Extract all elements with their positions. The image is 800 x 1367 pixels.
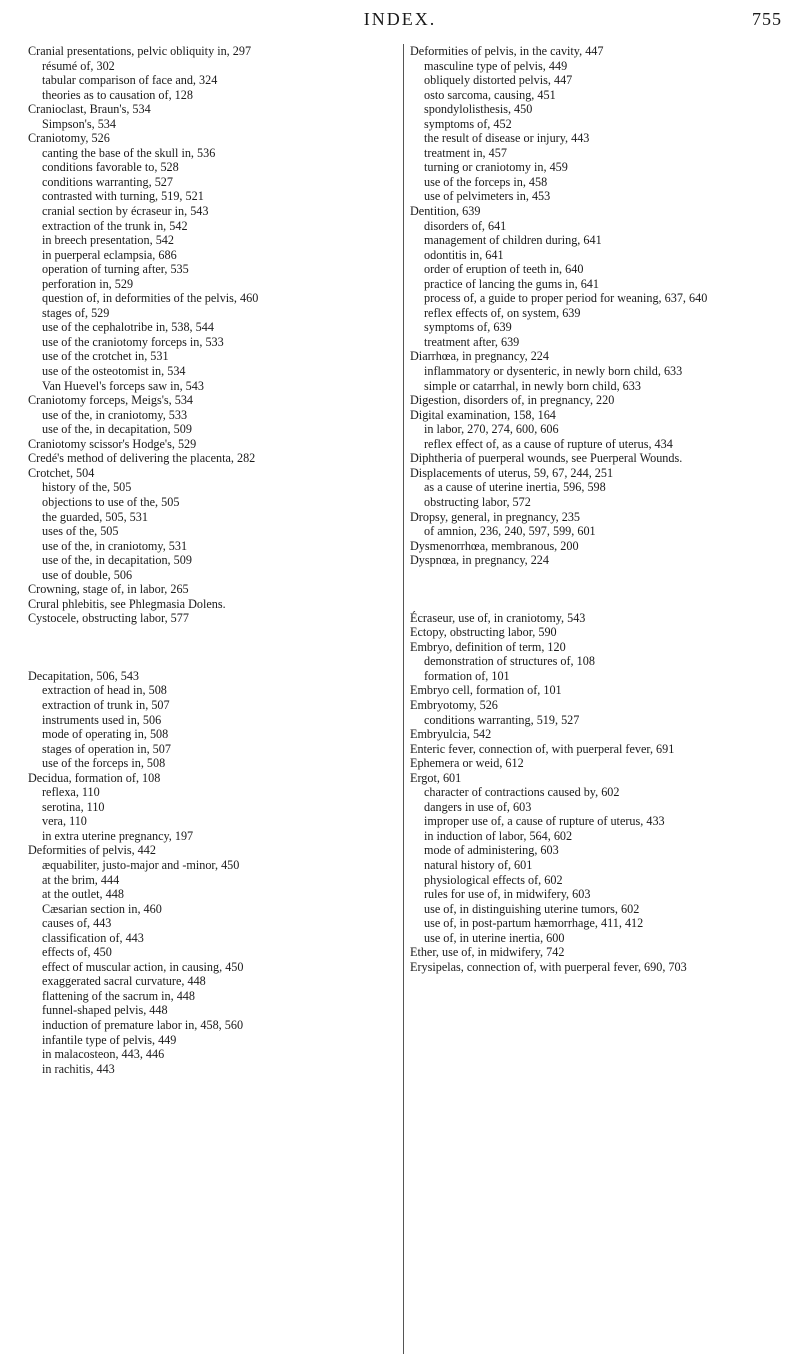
index-subentry: in extra uterine pregnancy, 197 bbox=[42, 828, 194, 843]
index-subentry: mode of operating in, 508 bbox=[42, 727, 169, 742]
page-header bbox=[0, 0, 800, 40]
index-subentry: flattening of the sacrum in, 448 bbox=[42, 988, 195, 1003]
index-subentry: as a cause of uterine inertia, 596, 598 bbox=[424, 480, 606, 495]
index-entry: Craniotomy scissor's Hodge's, 529 bbox=[28, 436, 197, 451]
index-entry: Digital examination, 158, 164 bbox=[410, 407, 556, 422]
index-subentry: character of contractions caused by, 602 bbox=[424, 785, 620, 800]
index-subentry: obliquely distorted pelvis, 447 bbox=[424, 73, 573, 88]
index-subentry: process of, a guide to proper period for weaning, 637, 640 bbox=[424, 291, 708, 306]
index-subentry: at the outlet, 448 bbox=[42, 887, 124, 902]
index-subentry: mode of administering, 603 bbox=[424, 843, 559, 858]
index-subentry: vera, 110 bbox=[42, 814, 87, 829]
index-entry: Decapitation, 506, 543 bbox=[28, 668, 140, 683]
index-column-right bbox=[410, 44, 782, 974]
index-subentry: in rachitis, 443 bbox=[42, 1061, 115, 1076]
index-subentry: treatment after, 639 bbox=[424, 334, 520, 349]
index-entry: Embryotomy, 526 bbox=[410, 697, 498, 712]
index-subentry: use of the crotchet in, 531 bbox=[42, 349, 169, 364]
index-subentry: objections to use of the, 505 bbox=[42, 494, 180, 509]
index-subentry: use of, in distinguishing uterine tumors, 602 bbox=[424, 901, 640, 916]
index-subentry: simple or catarrhal, in newly born child, 633 bbox=[424, 378, 641, 393]
index-subentry: tabular comparison of face and, 324 bbox=[42, 73, 218, 88]
index-subentry: operation of turning after, 535 bbox=[42, 262, 189, 277]
index-subentry: reflexa, 110 bbox=[42, 785, 100, 800]
index-subentry: contrasted with turning, 519, 521 bbox=[42, 189, 204, 204]
index-subentry: instruments used in, 506 bbox=[42, 712, 162, 727]
index-entry: Deformities of pelvis, 442 bbox=[28, 843, 156, 858]
index-subentry: practice of lancing the gums in, 641 bbox=[424, 276, 599, 291]
index-subentry: improper use of, a cause of rupture of uterus, 433 bbox=[424, 814, 665, 829]
index-entry: Dentition, 639 bbox=[410, 204, 481, 219]
index-subentry: question of, in deformities of the pelvis, 460 bbox=[42, 291, 259, 306]
index-entry: Ephemera or weid, 612 bbox=[410, 756, 524, 771]
index-subentry: use of the, in decapitation, 509 bbox=[42, 553, 192, 568]
index-subentry: classification of, 443 bbox=[42, 930, 144, 945]
index-subentry: of amnion, 236, 240, 597, 599, 601 bbox=[424, 524, 596, 539]
index-subentry: perforation in, 529 bbox=[42, 276, 134, 291]
index-entry: Crowning, stage of, in labor, 265 bbox=[28, 582, 189, 597]
index-entry: Dyspnœa, in pregnancy, 224 bbox=[410, 553, 549, 568]
index-entry: Erysipelas, connection of, with puerperal fever, 690, 703 bbox=[410, 959, 687, 974]
index-subentry: conditions warranting, 519, 527 bbox=[424, 712, 580, 727]
index-subentry: order of eruption of teeth in, 640 bbox=[424, 262, 584, 277]
index-subentry: cranial section by écraseur in, 543 bbox=[42, 204, 209, 219]
index-subentry: use of the, in craniotomy, 531 bbox=[42, 538, 188, 553]
running-title: INDEX. bbox=[363, 9, 437, 29]
index-subentry: use of, in post-partum hæmorrhage, 411, 412 bbox=[424, 916, 644, 931]
index-entry: Credé's method of delivering the placenta, 282 bbox=[28, 451, 256, 466]
index-subentry: Simpson's, 534 bbox=[42, 116, 116, 131]
index-subentry: masculine type of pelvis, 449 bbox=[424, 58, 568, 73]
index-subentry: conditions favorable to, 528 bbox=[42, 160, 179, 175]
page-number: 755 bbox=[752, 9, 782, 29]
index-subentry: the result of disease or injury, 443 bbox=[424, 131, 590, 146]
index-subentry: infantile type of pelvis, 449 bbox=[42, 1032, 177, 1047]
section-gap bbox=[410, 568, 782, 611]
index-subentry: æquabiliter, justo-major and -minor, 450 bbox=[42, 857, 240, 872]
index-entry: Diphtheria of puerperal wounds, see Puerperal Wounds. bbox=[410, 451, 683, 466]
index-subentry: serotina, 110 bbox=[42, 799, 105, 814]
index-subentry: résumé of, 302 bbox=[42, 58, 115, 73]
index-subentry: management of children during, 641 bbox=[424, 233, 602, 248]
index-entry: Ectopy, obstructing labor, 590 bbox=[410, 625, 557, 640]
index-entry: Digestion, disorders of, in pregnancy, 220 bbox=[410, 393, 615, 408]
index-subentry: history of the, 505 bbox=[42, 480, 132, 495]
index-subentry: inflammatory or dysenteric, in newly born child, 633 bbox=[424, 364, 683, 379]
index-subentry: rules for use of, in midwifery, 603 bbox=[424, 887, 591, 902]
index-entry: Craniotomy, 526 bbox=[28, 131, 110, 146]
index-entry: Displacements of uterus, 59, 67, 244, 251 bbox=[410, 465, 614, 480]
index-subentry: symptoms of, 452 bbox=[424, 116, 512, 131]
index-subentry: effects of, 450 bbox=[42, 945, 112, 960]
index-subentry: natural history of, 601 bbox=[424, 857, 533, 872]
index-subentry: use of pelvimeters in, 453 bbox=[424, 189, 551, 204]
index-subentry: causes of, 443 bbox=[42, 916, 112, 931]
index-entry: Cranial presentations, pelvic obliquity in, 297 bbox=[28, 44, 252, 58]
index-subentry: extraction of head in, 508 bbox=[42, 683, 167, 698]
index-entry: Decidua, formation of, 108 bbox=[28, 770, 161, 785]
index-subentry: formation of, 101 bbox=[424, 668, 510, 683]
index-subentry: dangers in use of, 603 bbox=[424, 799, 532, 814]
index-subentry: the guarded, 505, 531 bbox=[42, 509, 148, 524]
index-entry: Ether, use of, in midwifery, 742 bbox=[410, 945, 565, 960]
index-subentry: symptoms of, 639 bbox=[424, 320, 512, 335]
index-subentry: use of the forceps in, 458 bbox=[424, 174, 548, 189]
index-subentry: disorders of, 641 bbox=[424, 218, 507, 233]
index-subentry: canting the base of the skull in, 536 bbox=[42, 145, 216, 160]
index-subentry: in malacosteon, 443, 446 bbox=[42, 1047, 165, 1062]
index-subentry: turning or craniotomy in, 459 bbox=[424, 160, 568, 175]
index-subentry: funnel-shaped pelvis, 448 bbox=[42, 1003, 168, 1018]
index-entry: Ergot, 601 bbox=[410, 770, 462, 785]
index-entry: Embryo cell, formation of, 101 bbox=[410, 683, 562, 698]
index-subentry: use of the, in craniotomy, 533 bbox=[42, 407, 188, 422]
index-subentry: in breech presentation, 542 bbox=[42, 233, 174, 248]
index-entry: Dysmenorrhœa, membranous, 200 bbox=[410, 538, 579, 553]
index-subentry: physiological effects of, 602 bbox=[424, 872, 563, 887]
index-subentry: use of the cephalotribe in, 538, 544 bbox=[42, 320, 214, 335]
index-entry: Crural phlebitis, see Phlegmasia Dolens. bbox=[28, 596, 226, 611]
index-entry: Cranioclast, Braun's, 534 bbox=[28, 102, 151, 117]
index-subentry: exaggerated sacral curvature, 448 bbox=[42, 974, 206, 989]
index-subentry: osto sarcoma, causing, 451 bbox=[424, 87, 556, 102]
index-subentry: stages of, 529 bbox=[42, 305, 110, 320]
index-subentry: stages of operation in, 507 bbox=[42, 741, 171, 756]
index-subentry: in induction of labor, 564, 602 bbox=[424, 828, 573, 843]
index-subentry: Cæsarian section in, 460 bbox=[42, 901, 162, 916]
index-subentry: theories as to causation of, 128 bbox=[42, 87, 193, 102]
index-subentry: obstructing labor, 572 bbox=[424, 494, 531, 509]
index-entry: Deformities of pelvis, in the cavity, 447 bbox=[410, 44, 604, 58]
index-entry: Dropsy, general, in pregnancy, 235 bbox=[410, 509, 581, 524]
column-divider bbox=[403, 44, 404, 1354]
index-subentry: use of the osteotomist in, 534 bbox=[42, 364, 186, 379]
index-subentry: Van Huevel's forceps saw in, 543 bbox=[42, 378, 204, 393]
index-column-left bbox=[28, 44, 394, 1076]
index-subentry: conditions warranting, 527 bbox=[42, 174, 173, 189]
index-subentry: use of the forceps in, 508 bbox=[42, 756, 166, 771]
index-subentry: induction of premature labor in, 458, 560 bbox=[42, 1018, 244, 1032]
index-subentry: reflex effects of, on system, 639 bbox=[424, 305, 581, 320]
index-subentry: in labor, 270, 274, 600, 606 bbox=[424, 422, 559, 437]
index-subentry: treatment in, 457 bbox=[424, 145, 507, 160]
index-entry: Diarrhœa, in pregnancy, 224 bbox=[410, 349, 549, 364]
index-entry: Crotchet, 504 bbox=[28, 465, 95, 480]
index-subentry: in puerperal eclampsia, 686 bbox=[42, 247, 177, 262]
index-entry: Embryulcia, 542 bbox=[410, 727, 492, 742]
index-subentry: extraction of trunk in, 507 bbox=[42, 697, 170, 712]
section-gap bbox=[28, 626, 394, 669]
index-subentry: odontitis in, 641 bbox=[424, 247, 504, 262]
index-subentry: effect of muscular action, in causing, 450 bbox=[42, 959, 244, 974]
index-subentry: use of, in uterine inertia, 600 bbox=[424, 930, 565, 945]
index-subentry: reflex effect of, as a cause of rupture of uterus, 434 bbox=[424, 436, 673, 451]
index-entry: Craniotomy forceps, Meigs's, 534 bbox=[28, 393, 194, 408]
index-subentry: use of the craniotomy forceps in, 533 bbox=[42, 334, 224, 349]
index-entry: Écraseur, use of, in craniotomy, 543 bbox=[410, 610, 586, 625]
index-subentry: use of the, in decapitation, 509 bbox=[42, 422, 192, 437]
index-subentry: use of double, 506 bbox=[42, 567, 133, 582]
index-subentry: demonstration of structures of, 108 bbox=[424, 654, 595, 669]
index-subentry: spondylolisthesis, 450 bbox=[424, 102, 533, 117]
index-entry: Cystocele, obstructing labor, 577 bbox=[28, 611, 189, 626]
index-subentry: uses of the, 505 bbox=[42, 524, 119, 539]
index-subentry: extraction of the trunk in, 542 bbox=[42, 218, 188, 233]
index-entry: Embryo, definition of term, 120 bbox=[410, 639, 566, 654]
index-subentry: at the brim, 444 bbox=[42, 872, 120, 887]
index-entry: Enteric fever, connection of, with puerperal fever, 691 bbox=[410, 741, 675, 756]
